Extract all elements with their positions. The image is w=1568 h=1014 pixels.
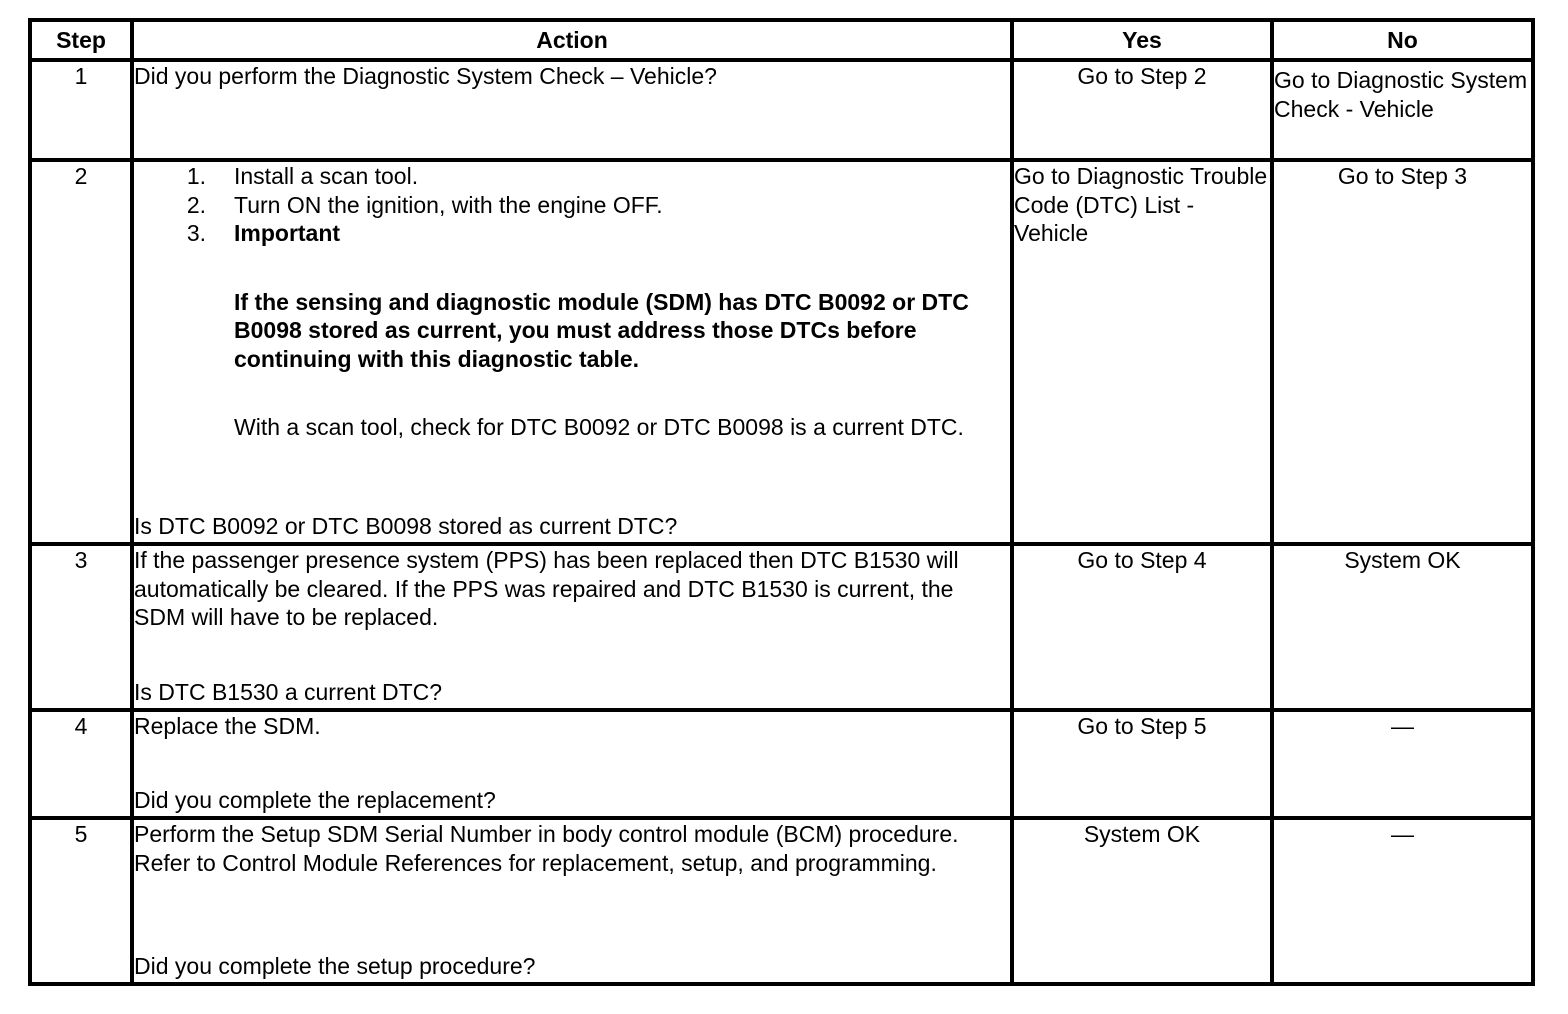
diagnostic-table <box>28 18 1535 986</box>
substep-number: 3. <box>186 220 206 246</box>
instruction-text: With a scan tool, check for DTC B0092 or DTC B0098 is a current DTC. <box>234 414 964 440</box>
table-row <box>30 544 1533 710</box>
yes-cell: Go to Step 2 <box>1012 60 1272 160</box>
substep-list <box>134 162 1010 248</box>
step-number: 3 <box>30 544 132 710</box>
action-content <box>134 712 1010 816</box>
no-cell: Go to Diagnostic System Check - Vehicle <box>1272 60 1533 160</box>
header-yes: Yes <box>1012 20 1272 60</box>
table-row <box>30 160 1533 544</box>
yes-cell: System OK <box>1012 818 1272 984</box>
step-number: 1 <box>30 60 132 160</box>
action-cell <box>132 60 1012 160</box>
table-row <box>30 60 1533 160</box>
question-text: Is DTC B0092 or DTC B0098 stored as current DTC? <box>134 512 678 539</box>
action-cell <box>132 544 1012 710</box>
yes-cell: Go to Step 4 <box>1012 544 1272 710</box>
step-number: 4 <box>30 710 132 818</box>
action-content <box>134 546 1010 708</box>
header-no: No <box>1272 20 1533 60</box>
substep-number: 1. <box>186 163 206 189</box>
action-content <box>134 820 1010 982</box>
action-text: Replace the SDM. <box>134 713 321 739</box>
header-action: Action <box>132 20 1012 60</box>
table-row <box>30 710 1533 818</box>
action-text: Perform the Setup SDM Serial Number in body control module (BCM) procedure. Refer to Control Module References for replacement, setup, and programming. <box>134 821 959 876</box>
action-text: If the passenger presence system (PPS) has been replaced then DTC B1530 will automatically be cleared. If the PPS was repaired and DTC B1530 is current, the SDM will have to be replaced. <box>134 547 959 630</box>
question-text: Did you complete the replacement? <box>134 786 496 813</box>
list-item <box>134 191 1010 220</box>
action-cell <box>132 160 1012 544</box>
list-item <box>134 219 1010 248</box>
header-row <box>30 20 1533 60</box>
header-step: Step <box>30 20 132 60</box>
yes-cell: Go to Step 5 <box>1012 710 1272 818</box>
no-cell: Go to Step 3 <box>1272 160 1533 544</box>
important-label: Important <box>234 220 341 246</box>
step-number: 5 <box>30 818 132 984</box>
action-cell <box>132 710 1012 818</box>
table-row <box>30 818 1533 984</box>
step-number: 2 <box>30 160 132 544</box>
action-content <box>134 162 1010 542</box>
no-cell: — <box>1272 710 1533 818</box>
substep-text: Install a scan tool. <box>234 163 419 189</box>
yes-cell: Go to Diagnostic Trouble Code (DTC) List - Vehicle <box>1012 160 1272 544</box>
action-text: Did you perform the Diagnostic System Check – Vehicle? <box>134 63 717 89</box>
substep-number: 2. <box>186 191 206 218</box>
question-text: Did you complete the setup procedure? <box>134 952 536 979</box>
question-text: Is DTC B1530 a current DTC? <box>134 678 443 705</box>
action-cell <box>132 818 1012 984</box>
substep-text: Turn ON the ignition, with the engine OFF. <box>234 191 663 218</box>
no-cell: — <box>1272 818 1533 984</box>
important-note: If the sensing and diagnostic module (SDM) has DTC B0092 or DTC B0098 stored as current, you must address those DTCs before continuing with this diagnostic table. <box>234 288 969 372</box>
no-cell: System OK <box>1272 544 1533 710</box>
list-item <box>134 162 1010 191</box>
